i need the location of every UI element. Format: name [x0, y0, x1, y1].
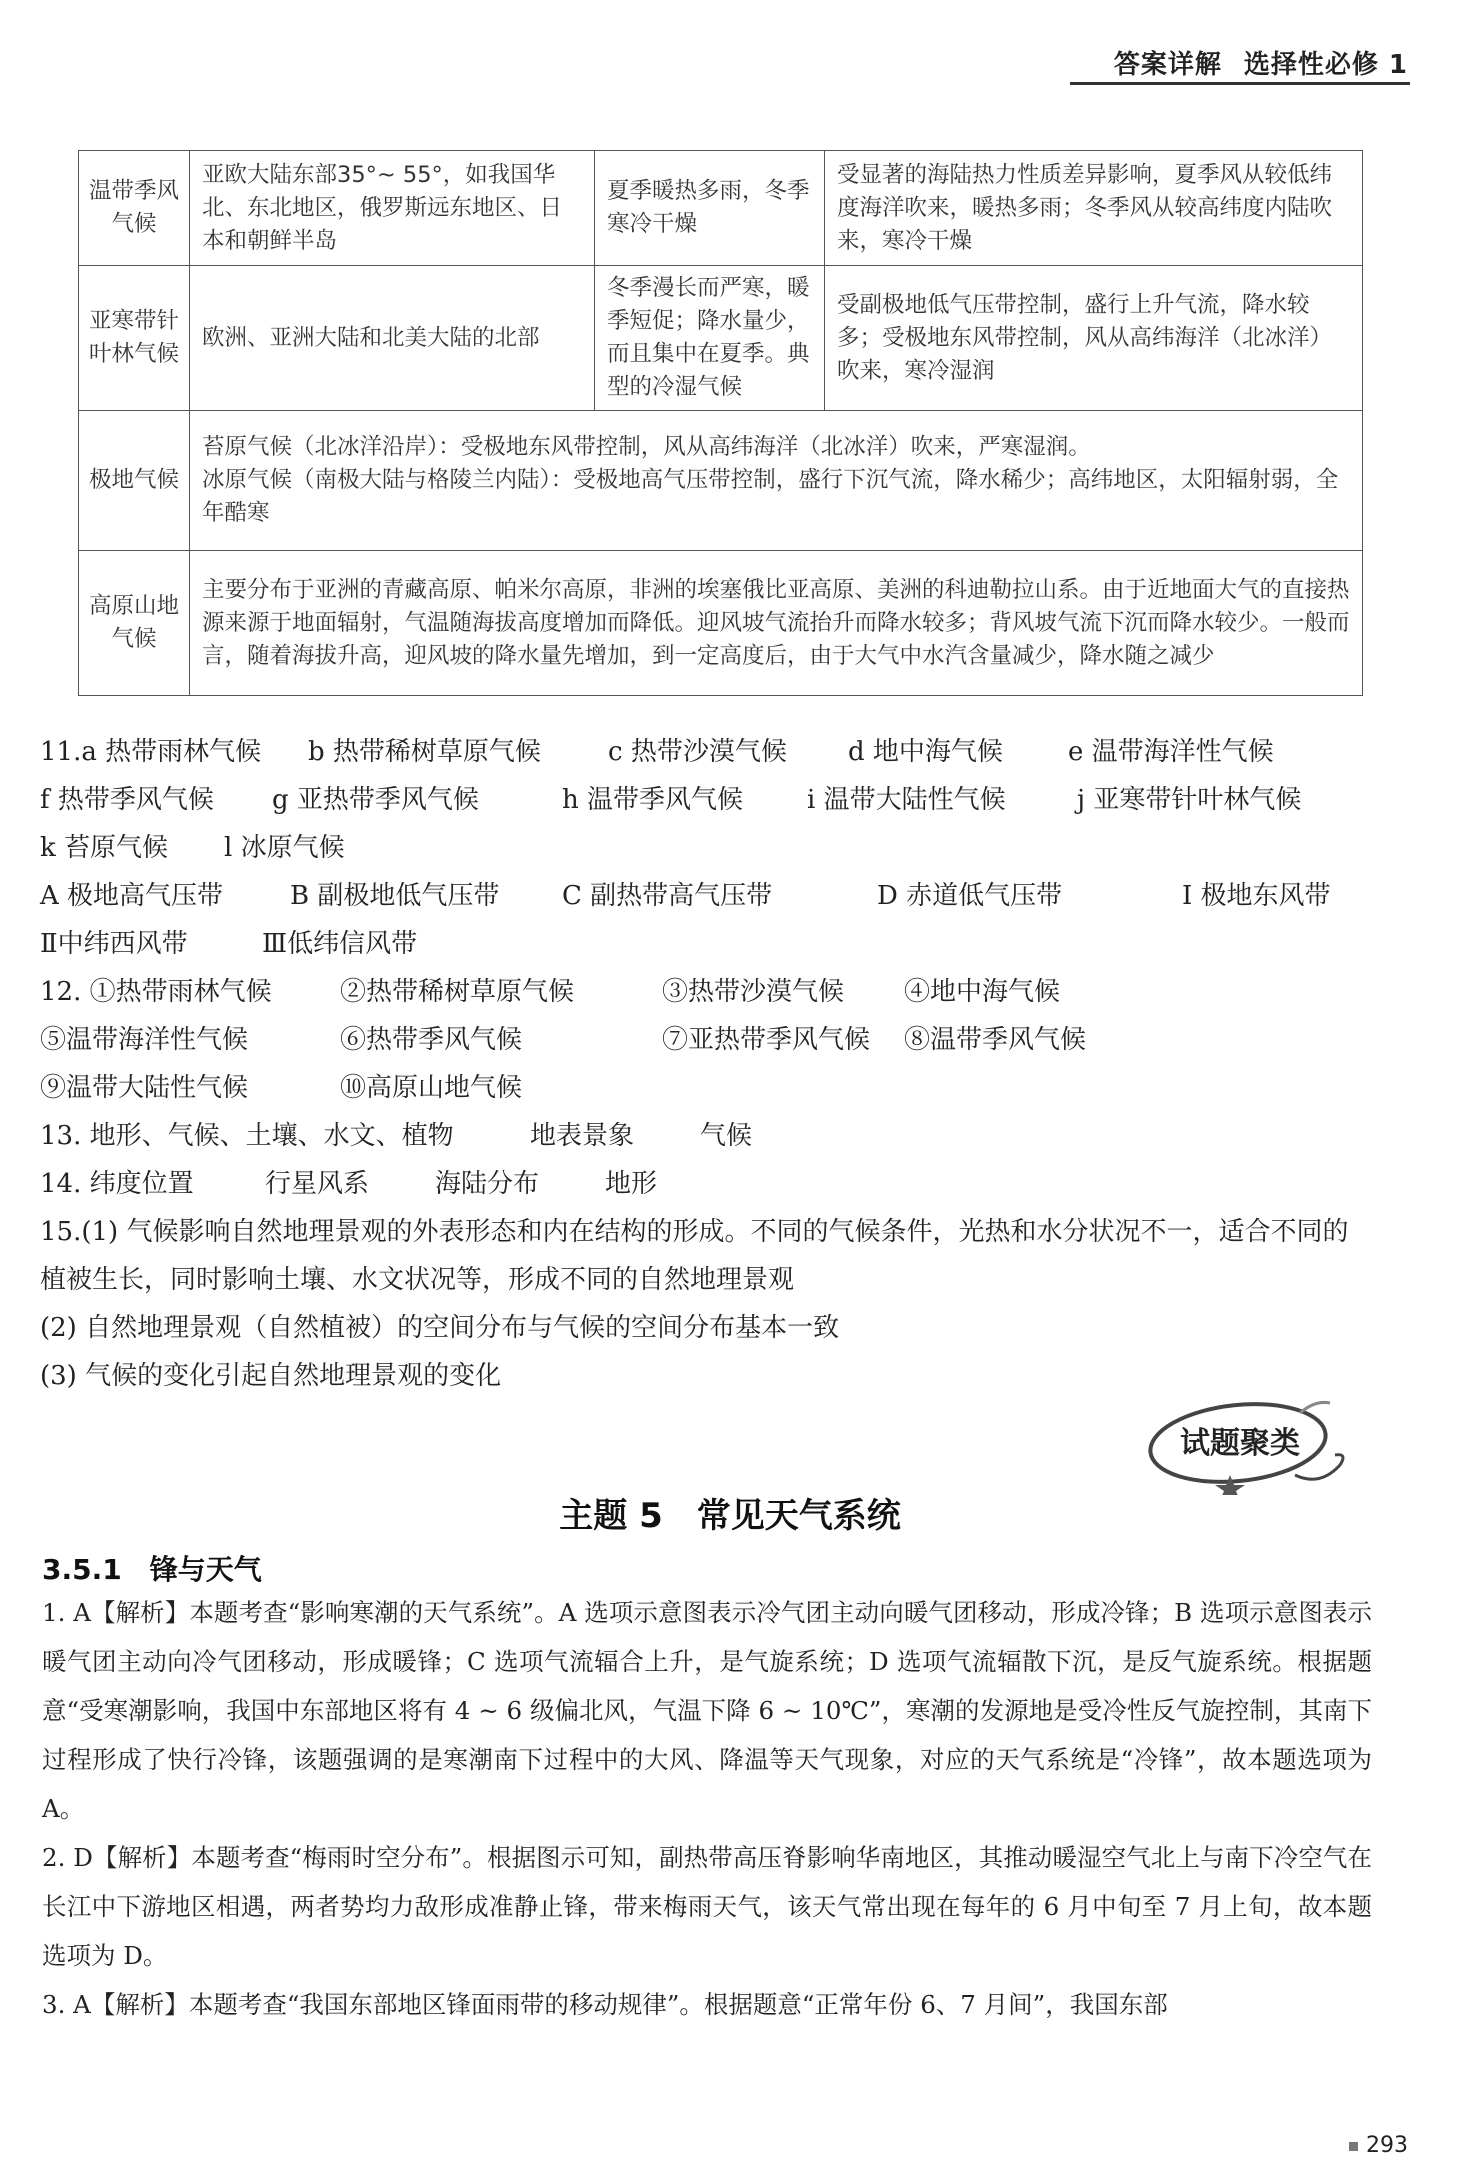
badge-label: 试题聚类: [1180, 1426, 1300, 1461]
table-row: [79, 151, 1363, 266]
q12-row3: [40, 1064, 1370, 1112]
option-text: ②热带稀树草原气候: [340, 977, 575, 1007]
option-text: ⑨温带大陆性气候: [40, 1073, 249, 1103]
option-text: Ⅲ低纬信风带: [262, 929, 418, 959]
q14: [40, 1160, 1370, 1208]
table-row: [79, 266, 1363, 411]
option-text: d 地中海气候: [848, 737, 1003, 767]
q13: [40, 1112, 1370, 1160]
option-text: Ⅰ 极地东风带: [1182, 881, 1331, 911]
table-cell-name: 极地气候: [79, 411, 190, 551]
q11-row5: [40, 920, 1370, 968]
answers-block: [42, 1588, 1372, 2029]
table-cell-merged: 主要分布于亚洲的青藏高原、帕米尔高原，非洲的埃塞俄比亚高原、美洲的科迪勒拉山系。由于近地面大气的直接热源来源于地面辐射，气温随海拔高度增加而降低。迎风坡气流抬升而降水较多；背风坡气流下沉而降水较少。一般而言，随着海拔升高，迎风坡的降水量先增加，到一定高度后，由于大气中水汽含量减少，降水随之减少: [190, 551, 1363, 696]
option-text: b 热带稀树草原气候: [308, 737, 541, 767]
option-text: ⑩高原山地气候: [340, 1073, 523, 1103]
running-header: [1114, 44, 1408, 81]
q15-part1: 15.(1) 气候影响自然地理景观的外表形态和内在结构的形成。不同的气候条件，光热和水分状况不一，适合不同的植被生长，同时影响土壤、水文状况等，形成不同的自然地理景观: [40, 1217, 1349, 1295]
option-text: ④地中海气候: [904, 977, 1061, 1007]
answer-paragraph: 1. A【解析】本题考查“影响寒潮的天气系统”。A 选项示意图表示冷气团主动向暖气团移动，形成冷锋；B 选项示意图表示暖气团主动向冷气团移动，形成暖锋；C 选项气流辐合上升，是气旋系统；D 选项气流辐散下沉，是反气旋系统。根据题意“受寒潮影响，我国中东部地区将有 4 ~ 6 级偏北风，气温下降 6 ~ 10℃”，寒潮的发源地是受冷性反气旋控制，其南下过程形成了快行冷锋，该题强调的是寒潮南下过程中的大风、降温等天气现象，对应的天气系统是“冷锋”，故本题选项为 A。: [42, 1598, 1372, 1823]
header-rule: [1070, 82, 1410, 85]
option-text: g 亚热带季风气候: [272, 785, 479, 815]
answer-text: 气候: [700, 1121, 753, 1151]
answer-paragraph: 2. D【解析】本题考查“梅雨时空分布”。根据图示可知，副热带高压脊影响华南地区，其推动暖湿空气北上与南下冷空气在长江中下游地区相遇，两者势均力敌形成准静止锋，带来梅雨天气，该天气常出现在每年的 6 月中旬至 7 月上旬，故本题选项为 D。: [42, 1843, 1372, 1970]
table-row: [79, 411, 1363, 551]
option-text: l 冰原气候: [224, 833, 345, 863]
table-cell-name: 温带季风气候: [79, 151, 190, 266]
option-text: ⑦亚热带季风气候: [662, 1025, 871, 1055]
q11-row2: [40, 776, 1370, 824]
q12-row2: [40, 1016, 1370, 1064]
answer-text: 地表景象: [530, 1121, 635, 1151]
section-title: 主题 5 常见天气系统: [559, 1496, 901, 1536]
answer-paragraph: 3. A【解析】本题考查“我国东部地区锋面雨带的移动规律”。根据题意“正常年份 6、7 月间”，我国东部: [42, 1990, 1168, 2019]
answer-text: 13. 地形、气候、土壤、水文、植物: [40, 1121, 454, 1151]
table-cell-cause: 受显著的海陆热力性质差异影响，夏季风从较低纬度海洋吹来，暖热多雨；冬季风从较高纬度内陆吹来，寒冷干燥: [825, 151, 1363, 266]
page-number: [1349, 2133, 1408, 2158]
sub-title: 3.5.1 锋与天气: [42, 1553, 262, 1586]
answer-block-11-15: [40, 728, 1370, 1400]
badge-emblem: [1130, 1395, 1360, 1495]
badge-swoosh: [1295, 1455, 1343, 1480]
table-cell-cause: 受副极地低气压带控制，盛行上升气流，降水较多；受极地东风带控制，风从高纬海洋（北冰洋）吹来，寒冷湿润: [825, 266, 1363, 411]
q15-part2: (2) 自然地理景观（自然植被）的空间分布与气候的空间分布基本一致: [40, 1313, 840, 1343]
table-cell-features: 冬季漫长而严寒，暖季短促；降水量少，而且集中在夏季。典型的冷湿气候: [595, 266, 825, 411]
page-number-text: 293: [1366, 2133, 1408, 2158]
table-cell-distribution: 亚欧大陆东部35°~ 55°，如我国华北、东北地区，俄罗斯远东地区、日本和朝鲜半岛: [190, 151, 595, 266]
option-text: i 温带大陆性气候: [807, 785, 1006, 815]
option-text: 12. ①热带雨林气候: [40, 977, 272, 1007]
answer-text: 14. 纬度位置: [40, 1169, 194, 1199]
option-text: B 副极地低气压带: [290, 881, 500, 911]
answer-text: 海陆分布: [435, 1169, 540, 1199]
option-text: D 赤道低气压带: [877, 881, 1063, 911]
option-text: ⑤温带海洋性气候: [40, 1025, 249, 1055]
table-row: [79, 551, 1363, 696]
q12-row1: [40, 968, 1370, 1016]
option-text: A 极地高气压带: [40, 881, 224, 911]
option-text: ⑧温带季风气候: [904, 1025, 1087, 1055]
q15-part3: (3) 气候的变化引起自然地理景观的变化: [40, 1361, 502, 1391]
option-text: c 热带沙漠气候: [608, 737, 787, 767]
option-text: ③热带沙漠气候: [662, 977, 845, 1007]
q11-row4: [40, 872, 1370, 920]
q11-row1: [40, 728, 1370, 776]
option-text: ⑥热带季风气候: [340, 1025, 523, 1055]
climate-table: [78, 150, 1363, 696]
option-text: f 热带季风气候: [40, 785, 214, 815]
option-text: 11.a 热带雨林气候: [40, 737, 262, 767]
table-cell-distribution: 欧洲、亚洲大陆和北美大陆的北部: [190, 266, 595, 411]
header-right: 选择性必修 1: [1243, 50, 1408, 80]
table-cell-merged: 苔原气候（北冰洋沿岸）：受极地东风带控制，风从高纬海洋（北冰洋）吹来，严寒湿润。 冰原气候（南极大陆与格陵兰内陆）：受极地高气压带控制，盛行下沉气流，降水稀少；高纬地区，太阳辐射弱，全年酷寒: [190, 411, 1363, 551]
answer-text: 地形: [605, 1169, 658, 1199]
bullet-square: [1349, 2142, 1358, 2151]
option-text: e 温带海洋性气候: [1068, 737, 1274, 767]
option-text: h 温带季风气候: [562, 785, 744, 815]
answer-text: 行星风系: [265, 1169, 370, 1199]
header-left: 答案详解: [1113, 50, 1222, 80]
option-text: C 副热带高气压带: [562, 881, 773, 911]
option-text: j 亚寒带针叶林气候: [1077, 785, 1302, 815]
table-cell-name: 高原山地气候: [79, 551, 190, 696]
table-cell-name: 亚寒带针叶林气候: [79, 266, 190, 411]
table-cell-features: 夏季暖热多雨，冬季寒冷干燥: [595, 151, 825, 266]
q11-row3: [40, 824, 1370, 872]
option-text: k 苔原气候: [40, 833, 169, 863]
option-text: Ⅱ中纬西风带: [40, 929, 188, 959]
